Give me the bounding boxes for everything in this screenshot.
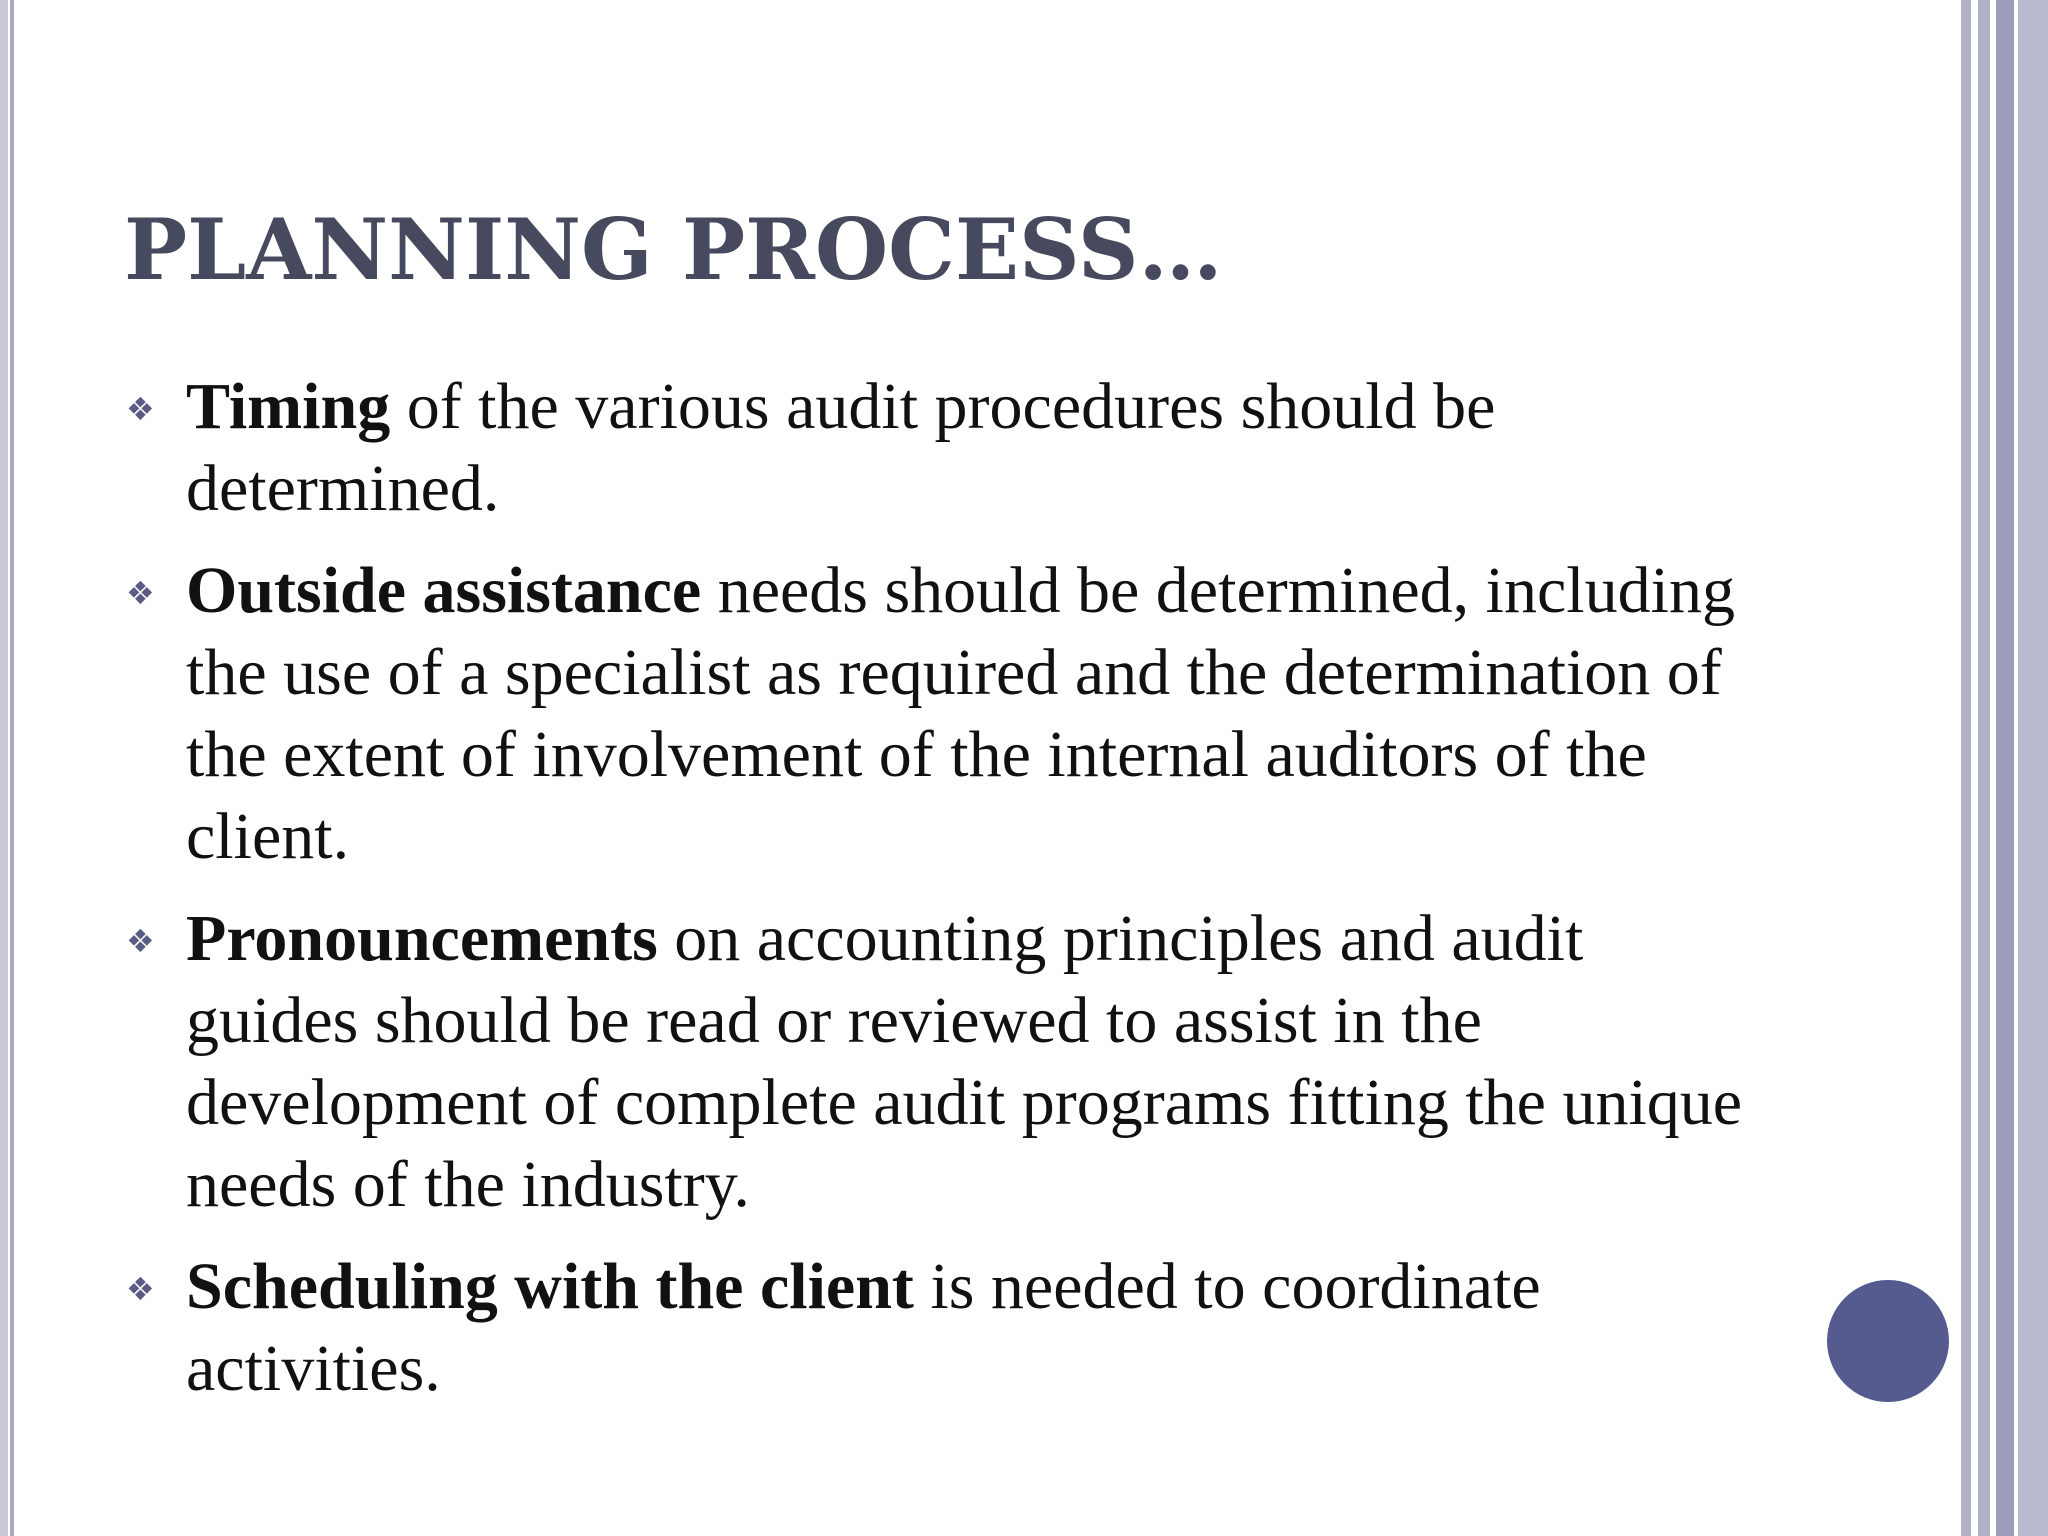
bullet-item (124, 1246, 1764, 1410)
four-diamond-bullet-icon: ❖ (126, 390, 155, 428)
bullet-list (124, 366, 1764, 1430)
bullet-lead: Scheduling with the client (186, 1250, 914, 1323)
bullet-item (124, 550, 1764, 878)
four-diamond-bullet-icon: ❖ (126, 1270, 155, 1308)
bullet-lead: Pronouncements (186, 902, 658, 975)
bullet-text: on accounting principles and audit guides should be read or reviewed to assist in the development of complete audit programs fitting the unique needs of the industry. (186, 902, 1743, 1221)
bullet-lead: Timing (186, 370, 391, 443)
four-diamond-bullet-icon: ❖ (126, 574, 155, 612)
bullet-text: is needed to coordinate activities. (186, 1250, 1541, 1405)
right-decorative-stripe (1996, 0, 2014, 1536)
bullet-text: needs should be determined, including the use of a specialist as required and the determination of the extent of involvement of the internal auditors of the client. (186, 554, 1735, 873)
decorative-circle (1827, 1280, 1949, 1402)
left-border-line-inner (10, 0, 14, 1536)
slide-title: PLANNING PROCESS… (124, 200, 1223, 299)
bullet-text: of the various audit procedures should be determined. (186, 370, 1496, 525)
four-diamond-bullet-icon: ❖ (126, 922, 155, 960)
bullet-item (124, 366, 1764, 530)
left-border-line (0, 0, 8, 1536)
right-decorative-stripe (2018, 0, 2048, 1536)
right-decorative-stripe (1961, 0, 1971, 1536)
bullet-lead: Outside assistance (186, 554, 702, 627)
bullet-item (124, 898, 1764, 1226)
right-decorative-stripe (1978, 0, 1990, 1536)
